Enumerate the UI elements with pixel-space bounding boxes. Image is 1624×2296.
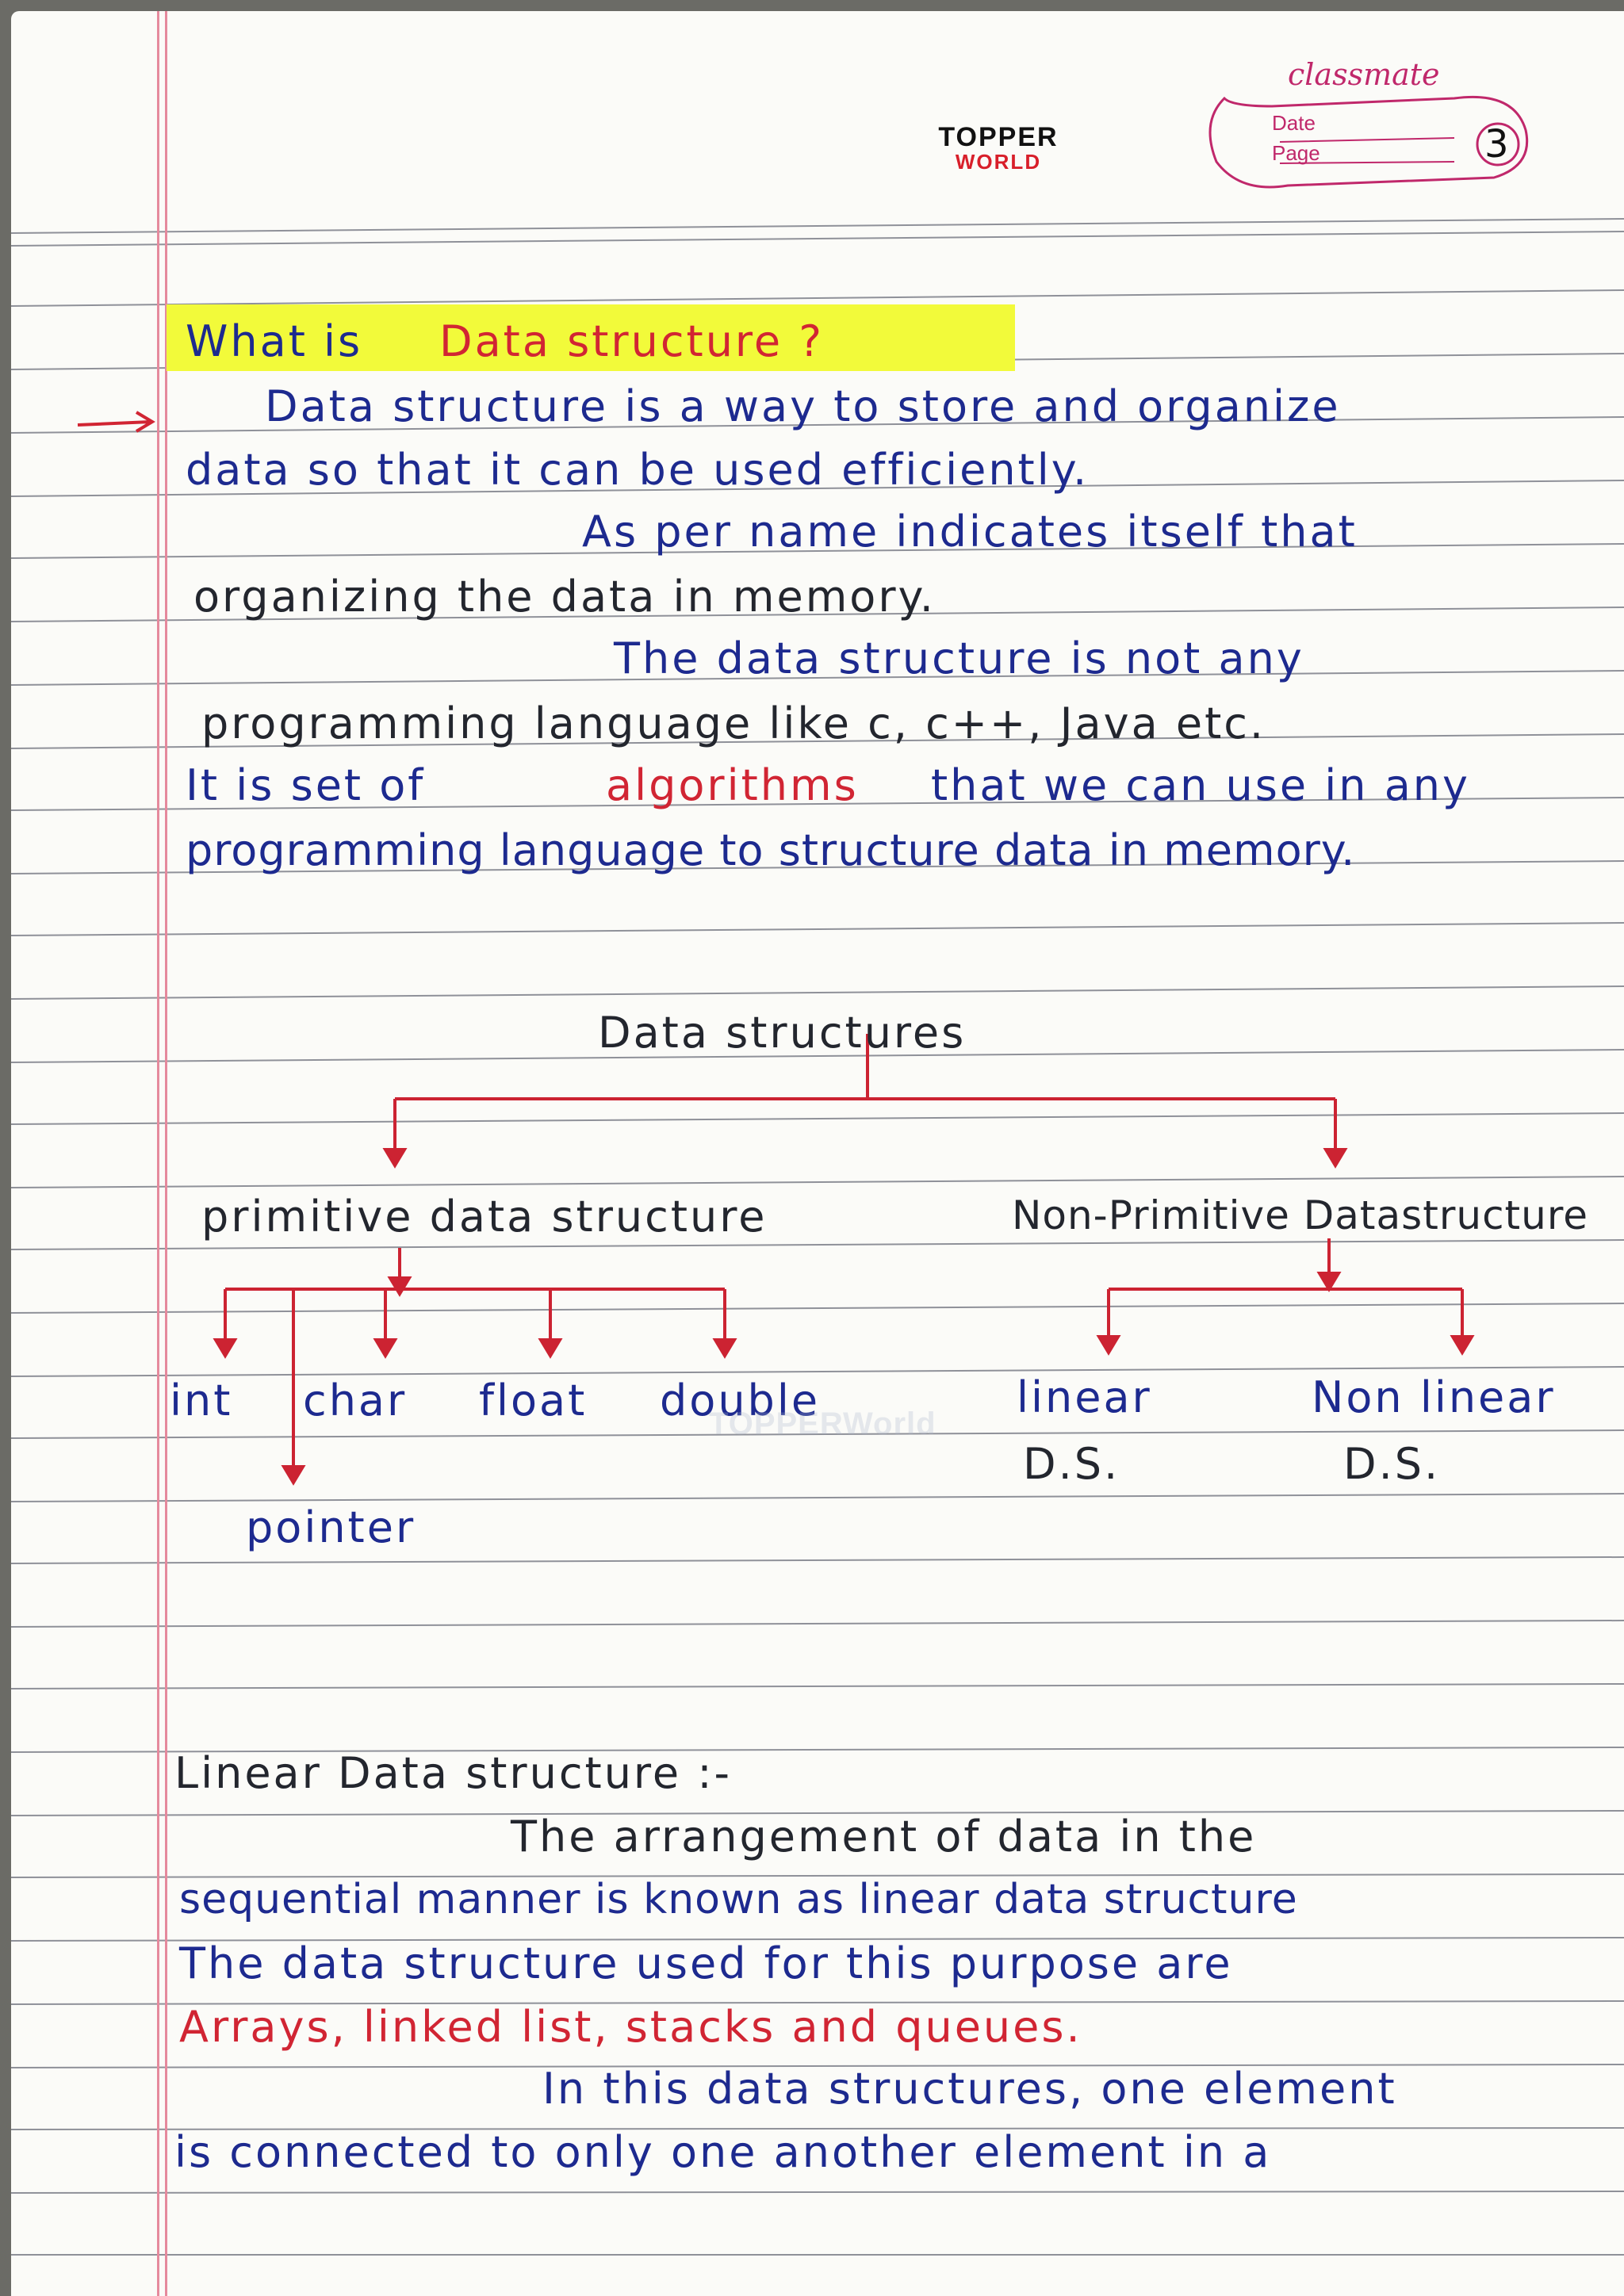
diagram-primitive: primitive data structure	[201, 1192, 768, 1242]
section2-line: In this data structures, one element	[542, 2064, 1397, 2114]
diagram-double: double	[660, 1376, 821, 1425]
diagram-int: int	[170, 1376, 233, 1425]
text-line: It is set of	[186, 760, 426, 810]
page-label: Page	[1272, 141, 1320, 165]
text-line: that we can use in any	[931, 760, 1470, 810]
logo-line1: TOPPER	[938, 122, 1059, 152]
topper-world-logo	[923, 122, 1074, 174]
text-line: data so that it can be used efficiently.	[186, 445, 1090, 495]
diagram-nonlinear: Non linear	[1312, 1372, 1556, 1422]
section2-line: is connected to only one another element in a	[174, 2127, 1272, 2177]
margin-line	[157, 11, 159, 2296]
section2-heading: Linear Data structure :-	[174, 1748, 732, 1798]
diagram-non-primitive: Non-Primitive Datastructure	[1012, 1192, 1589, 1238]
heading-data-structure: Data structure ?	[439, 316, 824, 366]
diagram-float: float	[479, 1376, 588, 1425]
section2-line: The arrangement of data in the	[511, 1812, 1257, 1862]
section2-line: The data structure used for this purpose are	[179, 1938, 1233, 1988]
text-line: programming language like c, c++, Java etc.	[201, 698, 1266, 748]
diagram-linear-ds: D.S.	[1023, 1439, 1120, 1489]
text-line: organizing the data in memory.	[193, 572, 936, 622]
logo-line2: WORLD	[955, 150, 1042, 174]
arrow-icon	[75, 408, 162, 439]
diagram-pointer: pointer	[246, 1502, 416, 1552]
notebook-page	[11, 11, 1624, 2296]
page-number: 3	[1484, 122, 1509, 166]
date-label: Date	[1272, 111, 1316, 135]
section2-line: sequential manner is known as linear data structure	[179, 1876, 1298, 1923]
diagram-linear: linear	[1017, 1372, 1152, 1422]
notebook-brand: classmate	[1288, 57, 1440, 92]
text-line: programming language to structure data in memory.	[186, 825, 1356, 875]
section2-examples: Arrays, linked list, stacks and queues.	[179, 2002, 1082, 2052]
text-line-algorithms: algorithms	[606, 760, 859, 810]
text-line: As per name indicates itself that	[582, 507, 1358, 557]
heading-what-is: What is	[186, 316, 363, 366]
text-line: The data structure is not any	[614, 633, 1304, 683]
diagram-root: Data structures	[598, 1008, 967, 1058]
watermark: TOPPERWorld	[709, 1406, 936, 1441]
diagram-char: char	[303, 1376, 408, 1425]
text-line: Data structure is a way to store and organize	[265, 381, 1341, 431]
diagram-nonlinear-ds: D.S.	[1343, 1439, 1441, 1489]
